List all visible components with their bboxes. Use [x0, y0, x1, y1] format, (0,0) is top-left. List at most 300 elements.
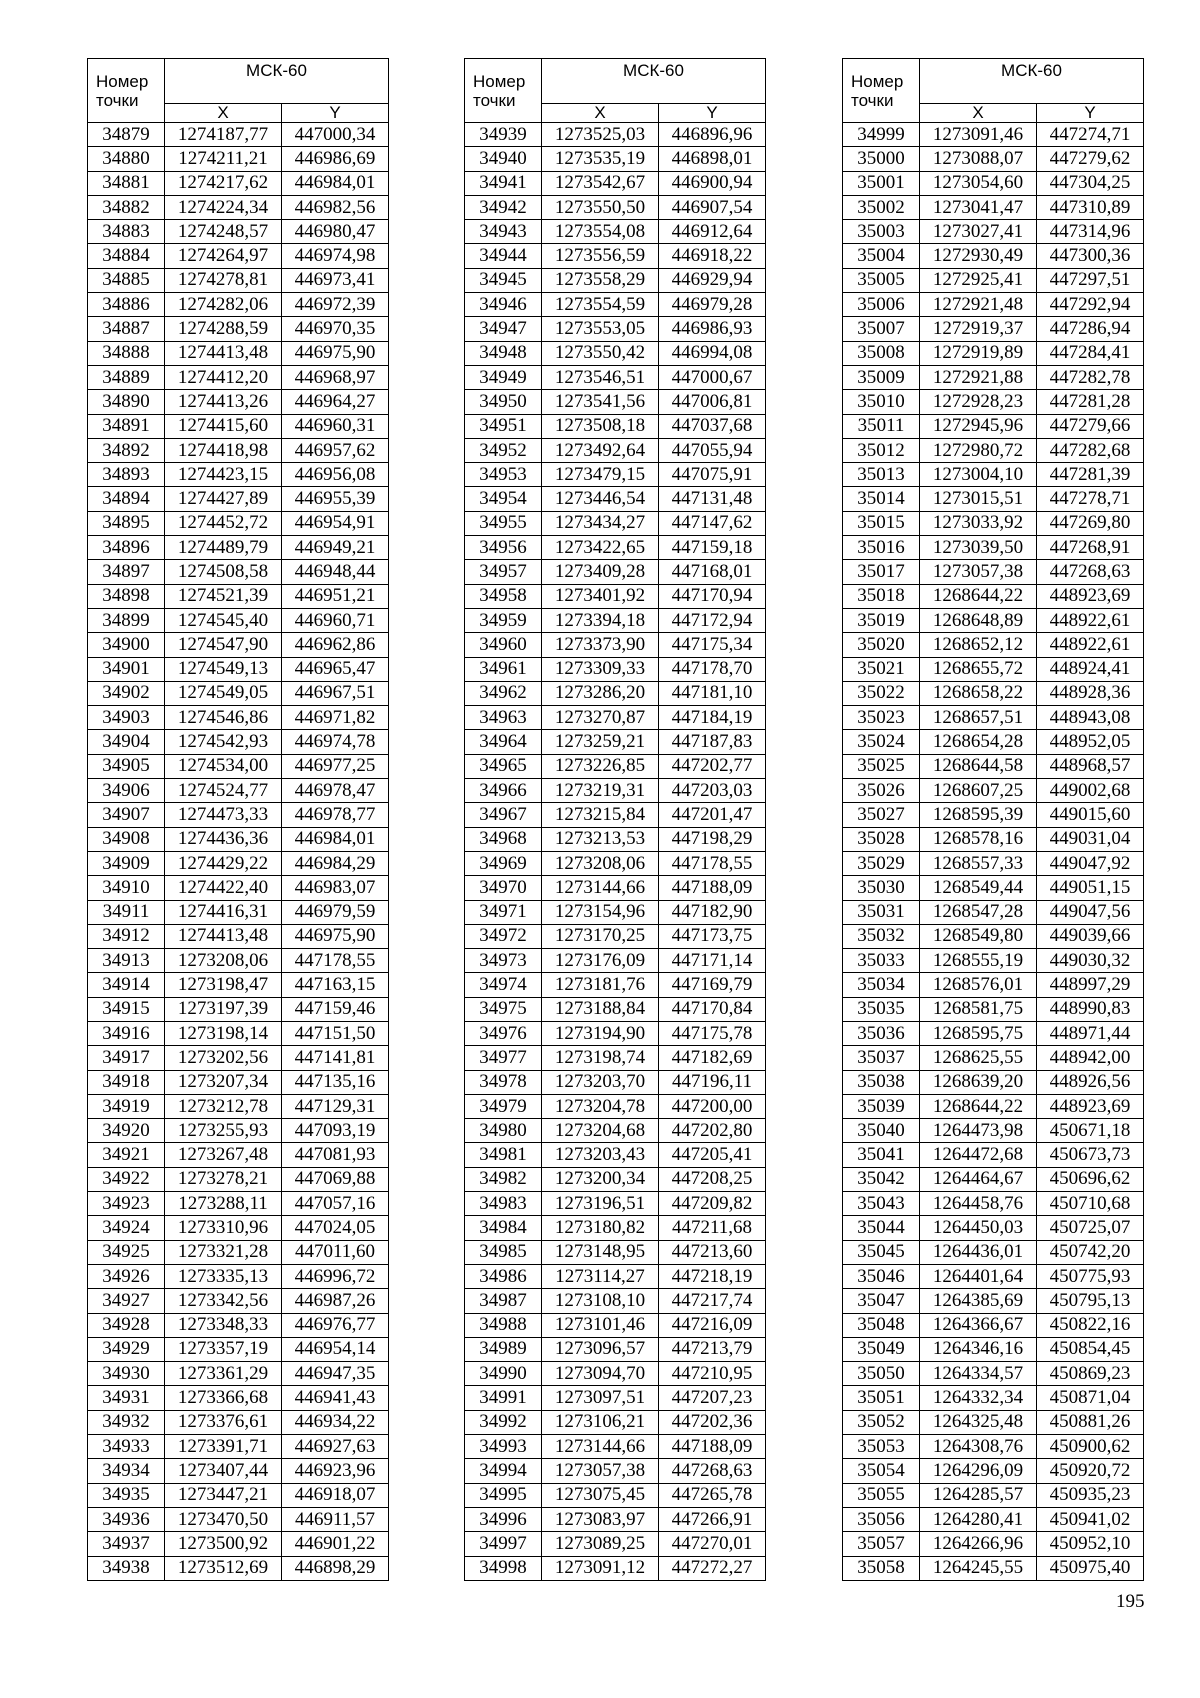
table-row [465, 949, 766, 973]
point-number-cell: 34915 [88, 997, 165, 1021]
x-coordinate-cell: 1273197,39 [165, 997, 282, 1021]
y-column-header: Y [659, 104, 766, 123]
point-number-cell: 34971 [465, 900, 542, 924]
point-number-cell: 34893 [88, 463, 165, 487]
point-number-cell: 34993 [465, 1435, 542, 1459]
table-row [843, 1021, 1144, 1045]
table-row [843, 608, 1144, 632]
y-coordinate-cell: 446970,35 [282, 317, 389, 341]
x-coordinate-cell: 1268595,39 [920, 803, 1037, 827]
table-row [465, 365, 766, 389]
table-row [843, 1289, 1144, 1313]
table-row [88, 608, 389, 632]
point-number-cell: 34990 [465, 1362, 542, 1386]
y-coordinate-cell: 446907,54 [659, 195, 766, 219]
y-coordinate-cell: 450742,20 [1037, 1240, 1144, 1264]
y-coordinate-cell: 447057,16 [282, 1192, 389, 1216]
table-row [465, 341, 766, 365]
table-row [465, 851, 766, 875]
x-coordinate-cell: 1273259,21 [542, 730, 659, 754]
x-coordinate-cell: 1273096,57 [542, 1337, 659, 1361]
y-coordinate-cell: 446954,91 [282, 511, 389, 535]
point-number-cell: 34994 [465, 1459, 542, 1483]
point-number-cell: 34986 [465, 1264, 542, 1288]
y-coordinate-cell: 447178,70 [659, 657, 766, 681]
point-number-cell: 34984 [465, 1216, 542, 1240]
y-coordinate-cell: 446984,01 [282, 827, 389, 851]
table-row [465, 730, 766, 754]
point-number-cell: 34937 [88, 1532, 165, 1556]
y-coordinate-cell: 446949,21 [282, 536, 389, 560]
y-coordinate-cell: 447292,94 [1037, 293, 1144, 317]
x-column-header: X [165, 104, 282, 123]
y-coordinate-cell: 447213,60 [659, 1240, 766, 1264]
table-row [843, 779, 1144, 803]
y-coordinate-cell: 449047,92 [1037, 851, 1144, 875]
y-coordinate-cell: 447000,67 [659, 365, 766, 389]
point-number-cell: 34965 [465, 754, 542, 778]
y-coordinate-cell: 450854,45 [1037, 1337, 1144, 1361]
point-number-cell: 34999 [843, 123, 920, 147]
y-coordinate-cell: 447208,25 [659, 1167, 766, 1191]
x-coordinate-cell: 1272980,72 [920, 438, 1037, 462]
y-coordinate-cell: 447172,94 [659, 608, 766, 632]
point-number-cell: 34972 [465, 924, 542, 948]
y-coordinate-cell: 446964,27 [282, 390, 389, 414]
table-row [465, 754, 766, 778]
x-coordinate-cell: 1273361,29 [165, 1362, 282, 1386]
y-coordinate-cell: 447281,39 [1037, 463, 1144, 487]
table-row [843, 681, 1144, 705]
x-coordinate-cell: 1268625,55 [920, 1046, 1037, 1070]
x-coordinate-cell: 1273500,92 [165, 1532, 282, 1556]
y-coordinate-cell: 449002,68 [1037, 779, 1144, 803]
point-number-cell: 35001 [843, 171, 920, 195]
point-number-cell: 34981 [465, 1143, 542, 1167]
table-row [465, 1410, 766, 1434]
point-number-cell: 34883 [88, 220, 165, 244]
point-number-cell: 34900 [88, 633, 165, 657]
y-coordinate-cell: 446941,43 [282, 1386, 389, 1410]
y-coordinate-cell: 446896,96 [659, 123, 766, 147]
table-row [465, 560, 766, 584]
point-number-cell: 35005 [843, 268, 920, 292]
point-number-cell: 35035 [843, 997, 920, 1021]
table-row [843, 657, 1144, 681]
x-coordinate-cell: 1273188,84 [542, 997, 659, 1021]
y-coordinate-cell: 447272,27 [659, 1556, 766, 1580]
point-number-cell: 34914 [88, 973, 165, 997]
x-coordinate-cell: 1264266,96 [920, 1532, 1037, 1556]
y-coordinate-cell: 446979,28 [659, 293, 766, 317]
y-coordinate-cell: 450975,40 [1037, 1556, 1144, 1580]
y-coordinate-cell: 447286,94 [1037, 317, 1144, 341]
y-coordinate-cell: 448971,44 [1037, 1021, 1144, 1045]
table-row [465, 147, 766, 171]
y-coordinate-cell: 446987,26 [282, 1289, 389, 1313]
point-number-cell: 35036 [843, 1021, 920, 1045]
point-number-cell: 35039 [843, 1094, 920, 1118]
table-row [88, 706, 389, 730]
x-coordinate-cell: 1273198,14 [165, 1021, 282, 1045]
x-coordinate-cell: 1274217,62 [165, 171, 282, 195]
x-coordinate-cell: 1273091,12 [542, 1556, 659, 1580]
x-coordinate-cell: 1273401,92 [542, 584, 659, 608]
table-row [88, 536, 389, 560]
y-coordinate-cell: 446918,22 [659, 244, 766, 268]
x-coordinate-cell: 1274413,26 [165, 390, 282, 414]
x-coordinate-cell: 1273148,95 [542, 1240, 659, 1264]
y-coordinate-cell: 446948,44 [282, 560, 389, 584]
point-number-cell: 34982 [465, 1167, 542, 1191]
table-row [88, 123, 389, 147]
y-coordinate-cell: 450900,62 [1037, 1435, 1144, 1459]
y-coordinate-cell: 450710,68 [1037, 1192, 1144, 1216]
point-number-cell: 34921 [88, 1143, 165, 1167]
point-number-cell: 34907 [88, 803, 165, 827]
x-coordinate-cell: 1274187,77 [165, 123, 282, 147]
y-coordinate-cell: 447213,79 [659, 1337, 766, 1361]
x-coordinate-cell: 1268655,72 [920, 657, 1037, 681]
y-coordinate-cell: 447205,41 [659, 1143, 766, 1167]
y-coordinate-cell: 447168,01 [659, 560, 766, 584]
table-row [465, 997, 766, 1021]
table-row [88, 803, 389, 827]
table-row [843, 803, 1144, 827]
point-number-cell: 34941 [465, 171, 542, 195]
x-coordinate-cell: 1264458,76 [920, 1192, 1037, 1216]
y-coordinate-cell: 446994,08 [659, 341, 766, 365]
point-number-cell: 34958 [465, 584, 542, 608]
y-coordinate-cell: 447141,81 [282, 1046, 389, 1070]
point-number-cell: 34919 [88, 1094, 165, 1118]
x-coordinate-cell: 1273094,70 [542, 1362, 659, 1386]
table-row [88, 268, 389, 292]
table-row [843, 123, 1144, 147]
x-coordinate-cell: 1264450,03 [920, 1216, 1037, 1240]
y-coordinate-cell: 447314,96 [1037, 220, 1144, 244]
point-number-cell: 35030 [843, 876, 920, 900]
y-coordinate-cell: 449031,04 [1037, 827, 1144, 851]
x-coordinate-cell: 1273004,10 [920, 463, 1037, 487]
x-coordinate-cell: 1268595,75 [920, 1021, 1037, 1045]
point-number-cell: 34959 [465, 608, 542, 632]
table-row [843, 1410, 1144, 1434]
table-row [843, 1192, 1144, 1216]
y-coordinate-cell: 447217,74 [659, 1289, 766, 1313]
point-number-cell: 35007 [843, 317, 920, 341]
table-row [88, 1507, 389, 1531]
x-coordinate-cell: 1273348,33 [165, 1313, 282, 1337]
x-coordinate-cell: 1273089,25 [542, 1532, 659, 1556]
x-coordinate-cell: 1273075,45 [542, 1483, 659, 1507]
table-row [465, 657, 766, 681]
y-coordinate-cell: 447081,93 [282, 1143, 389, 1167]
point-number-cell: 35049 [843, 1337, 920, 1361]
table-row [843, 924, 1144, 948]
table-row [465, 584, 766, 608]
x-coordinate-cell: 1273154,96 [542, 900, 659, 924]
point-number-cell: 35052 [843, 1410, 920, 1434]
y-coordinate-cell: 446962,86 [282, 633, 389, 657]
table-row [88, 220, 389, 244]
x-coordinate-cell: 1268581,75 [920, 997, 1037, 1021]
table-row [843, 463, 1144, 487]
x-coordinate-cell: 1273114,27 [542, 1264, 659, 1288]
x-coordinate-cell: 1273181,76 [542, 973, 659, 997]
y-coordinate-cell: 447268,63 [1037, 560, 1144, 584]
y-coordinate-cell: 448928,36 [1037, 681, 1144, 705]
x-coordinate-cell: 1273196,51 [542, 1192, 659, 1216]
x-coordinate-cell: 1264332,34 [920, 1386, 1037, 1410]
table-row [465, 293, 766, 317]
y-coordinate-cell: 446984,29 [282, 851, 389, 875]
table-row [465, 1289, 766, 1313]
y-coordinate-cell: 447170,94 [659, 584, 766, 608]
x-coordinate-cell: 1268658,22 [920, 681, 1037, 705]
table-row [88, 657, 389, 681]
y-coordinate-cell: 447218,19 [659, 1264, 766, 1288]
x-coordinate-cell: 1273321,28 [165, 1240, 282, 1264]
point-number-cell: 35032 [843, 924, 920, 948]
x-coordinate-cell: 1273091,46 [920, 123, 1037, 147]
y-coordinate-cell: 447211,68 [659, 1216, 766, 1240]
table-row [88, 1216, 389, 1240]
y-coordinate-cell: 450795,13 [1037, 1289, 1144, 1313]
y-coordinate-cell: 450881,26 [1037, 1410, 1144, 1434]
x-coordinate-cell: 1273508,18 [542, 414, 659, 438]
y-coordinate-cell: 447200,00 [659, 1094, 766, 1118]
x-column-header: X [920, 104, 1037, 123]
table-row [465, 1313, 766, 1337]
x-coordinate-cell: 1273054,60 [920, 171, 1037, 195]
point-number-cell: 35002 [843, 195, 920, 219]
x-coordinate-cell: 1268578,16 [920, 827, 1037, 851]
table-row [465, 900, 766, 924]
y-coordinate-cell: 447178,55 [282, 949, 389, 973]
x-coordinate-cell: 1273546,51 [542, 365, 659, 389]
point-number-cell: 34897 [88, 560, 165, 584]
x-coordinate-cell: 1273144,66 [542, 1435, 659, 1459]
y-coordinate-cell: 448997,29 [1037, 973, 1144, 997]
x-column-header: X [542, 104, 659, 123]
table-row [465, 1216, 766, 1240]
table-row [843, 973, 1144, 997]
y-coordinate-cell: 447269,80 [1037, 511, 1144, 535]
y-coordinate-cell: 450952,10 [1037, 1532, 1144, 1556]
table-row [465, 1240, 766, 1264]
x-coordinate-cell: 1264245,55 [920, 1556, 1037, 1580]
x-coordinate-cell: 1274436,36 [165, 827, 282, 851]
y-coordinate-cell: 446967,51 [282, 681, 389, 705]
y-coordinate-cell: 449015,60 [1037, 803, 1144, 827]
point-number-cell: 35004 [843, 244, 920, 268]
table-row [843, 560, 1144, 584]
table-row [88, 1021, 389, 1045]
table-row [465, 414, 766, 438]
y-coordinate-cell: 447297,51 [1037, 268, 1144, 292]
y-coordinate-cell: 450920,72 [1037, 1459, 1144, 1483]
table-row [465, 1192, 766, 1216]
x-coordinate-cell: 1273550,50 [542, 195, 659, 219]
y-coordinate-cell: 446978,47 [282, 779, 389, 803]
point-number-cell: 35020 [843, 633, 920, 657]
table-row [843, 1046, 1144, 1070]
point-number-cell: 35057 [843, 1532, 920, 1556]
point-number-cell: 34905 [88, 754, 165, 778]
point-number-cell: 35015 [843, 511, 920, 535]
point-number-cell: 35023 [843, 706, 920, 730]
y-coordinate-cell: 447163,15 [282, 973, 389, 997]
point-number-cell: 35014 [843, 487, 920, 511]
point-number-cell: 35051 [843, 1386, 920, 1410]
x-coordinate-cell: 1273170,25 [542, 924, 659, 948]
point-number-cell: 34968 [465, 827, 542, 851]
point-number-cell: 35040 [843, 1119, 920, 1143]
table-row [465, 268, 766, 292]
point-number-cell: 34929 [88, 1337, 165, 1361]
point-number-cell: 34974 [465, 973, 542, 997]
point-number-cell: 34922 [88, 1167, 165, 1191]
point-number-header: Номер точки [465, 59, 542, 123]
x-coordinate-cell: 1273088,07 [920, 147, 1037, 171]
point-number-cell: 34973 [465, 949, 542, 973]
table-row [465, 171, 766, 195]
y-coordinate-cell: 446901,22 [282, 1532, 389, 1556]
table-row [465, 1435, 766, 1459]
table-row [465, 681, 766, 705]
y-coordinate-cell: 446978,77 [282, 803, 389, 827]
x-coordinate-cell: 1274452,72 [165, 511, 282, 535]
point-number-cell: 35022 [843, 681, 920, 705]
y-coordinate-cell: 447304,25 [1037, 171, 1144, 195]
y-coordinate-cell: 447202,77 [659, 754, 766, 778]
point-number-cell: 34880 [88, 147, 165, 171]
x-coordinate-cell: 1273446,54 [542, 487, 659, 511]
y-coordinate-cell: 446955,39 [282, 487, 389, 511]
table-row [843, 293, 1144, 317]
y-coordinate-cell: 446982,56 [282, 195, 389, 219]
y-coordinate-cell: 448968,57 [1037, 754, 1144, 778]
y-coordinate-cell: 447210,95 [659, 1362, 766, 1386]
y-coordinate-cell: 447270,01 [659, 1532, 766, 1556]
x-coordinate-cell: 1273200,34 [542, 1167, 659, 1191]
point-number-cell: 34925 [88, 1240, 165, 1264]
table-row [465, 706, 766, 730]
x-coordinate-cell: 1274508,58 [165, 560, 282, 584]
point-number-cell: 34927 [88, 1289, 165, 1313]
table-row [88, 900, 389, 924]
table-row [843, 536, 1144, 560]
table-row [465, 1362, 766, 1386]
point-number-cell: 34920 [88, 1119, 165, 1143]
table-row [88, 1313, 389, 1337]
point-number-cell: 34923 [88, 1192, 165, 1216]
table-row [88, 293, 389, 317]
point-number-cell: 35008 [843, 341, 920, 365]
y-coordinate-cell: 447187,83 [659, 730, 766, 754]
x-coordinate-cell: 1273208,06 [165, 949, 282, 973]
point-number-cell: 35027 [843, 803, 920, 827]
coordinates-table-2 [464, 58, 766, 1581]
x-coordinate-cell: 1273366,68 [165, 1386, 282, 1410]
x-coordinate-cell: 1272930,49 [920, 244, 1037, 268]
table-row [465, 876, 766, 900]
table-row [465, 1459, 766, 1483]
table-row [465, 1337, 766, 1361]
y-coordinate-cell: 450941,02 [1037, 1507, 1144, 1531]
y-coordinate-cell: 447284,41 [1037, 341, 1144, 365]
table-row [88, 851, 389, 875]
y-coordinate-cell: 447278,71 [1037, 487, 1144, 511]
x-coordinate-cell: 1274542,93 [165, 730, 282, 754]
table-row [465, 1046, 766, 1070]
table-row [88, 1119, 389, 1143]
point-number-cell: 34964 [465, 730, 542, 754]
y-coordinate-cell: 448926,56 [1037, 1070, 1144, 1094]
point-number-cell: 34884 [88, 244, 165, 268]
table-row [843, 1094, 1144, 1118]
point-number-cell: 35029 [843, 851, 920, 875]
point-number-cell: 34889 [88, 365, 165, 389]
y-coordinate-cell: 448952,05 [1037, 730, 1144, 754]
x-coordinate-cell: 1268557,33 [920, 851, 1037, 875]
y-coordinate-cell: 446986,69 [282, 147, 389, 171]
x-coordinate-cell: 1273027,41 [920, 220, 1037, 244]
point-number-cell: 34886 [88, 293, 165, 317]
point-number-cell: 34924 [88, 1216, 165, 1240]
table-row [843, 487, 1144, 511]
y-coordinate-cell: 446918,07 [282, 1483, 389, 1507]
point-number-cell: 34952 [465, 438, 542, 462]
table-row [843, 1119, 1144, 1143]
x-coordinate-cell: 1274416,31 [165, 900, 282, 924]
y-coordinate-cell: 447201,47 [659, 803, 766, 827]
point-number-cell: 35018 [843, 584, 920, 608]
y-coordinate-cell: 447006,81 [659, 390, 766, 414]
table-row [465, 608, 766, 632]
x-coordinate-cell: 1272919,37 [920, 317, 1037, 341]
table-row [88, 1386, 389, 1410]
point-number-cell: 35003 [843, 220, 920, 244]
y-coordinate-cell: 450696,62 [1037, 1167, 1144, 1191]
y-coordinate-cell: 447281,28 [1037, 390, 1144, 414]
point-number-cell: 34888 [88, 341, 165, 365]
y-coordinate-cell: 446951,21 [282, 584, 389, 608]
point-number-cell: 34940 [465, 147, 542, 171]
x-coordinate-cell: 1268644,22 [920, 1094, 1037, 1118]
table-row [88, 924, 389, 948]
table-row [843, 1459, 1144, 1483]
x-coordinate-cell: 1273391,71 [165, 1435, 282, 1459]
point-number-cell: 34902 [88, 681, 165, 705]
table-row [465, 1556, 766, 1580]
x-coordinate-cell: 1273083,97 [542, 1507, 659, 1531]
x-coordinate-cell: 1273207,34 [165, 1070, 282, 1094]
y-coordinate-cell: 447037,68 [659, 414, 766, 438]
point-number-cell: 34967 [465, 803, 542, 827]
x-coordinate-cell: 1273101,46 [542, 1313, 659, 1337]
table-row [843, 341, 1144, 365]
point-number-header: Номер точки [88, 59, 165, 123]
table-row [843, 633, 1144, 657]
table-row [465, 487, 766, 511]
table-row [88, 973, 389, 997]
x-coordinate-cell: 1274413,48 [165, 924, 282, 948]
table-row [843, 1532, 1144, 1556]
table-row [843, 584, 1144, 608]
x-coordinate-cell: 1273198,74 [542, 1046, 659, 1070]
